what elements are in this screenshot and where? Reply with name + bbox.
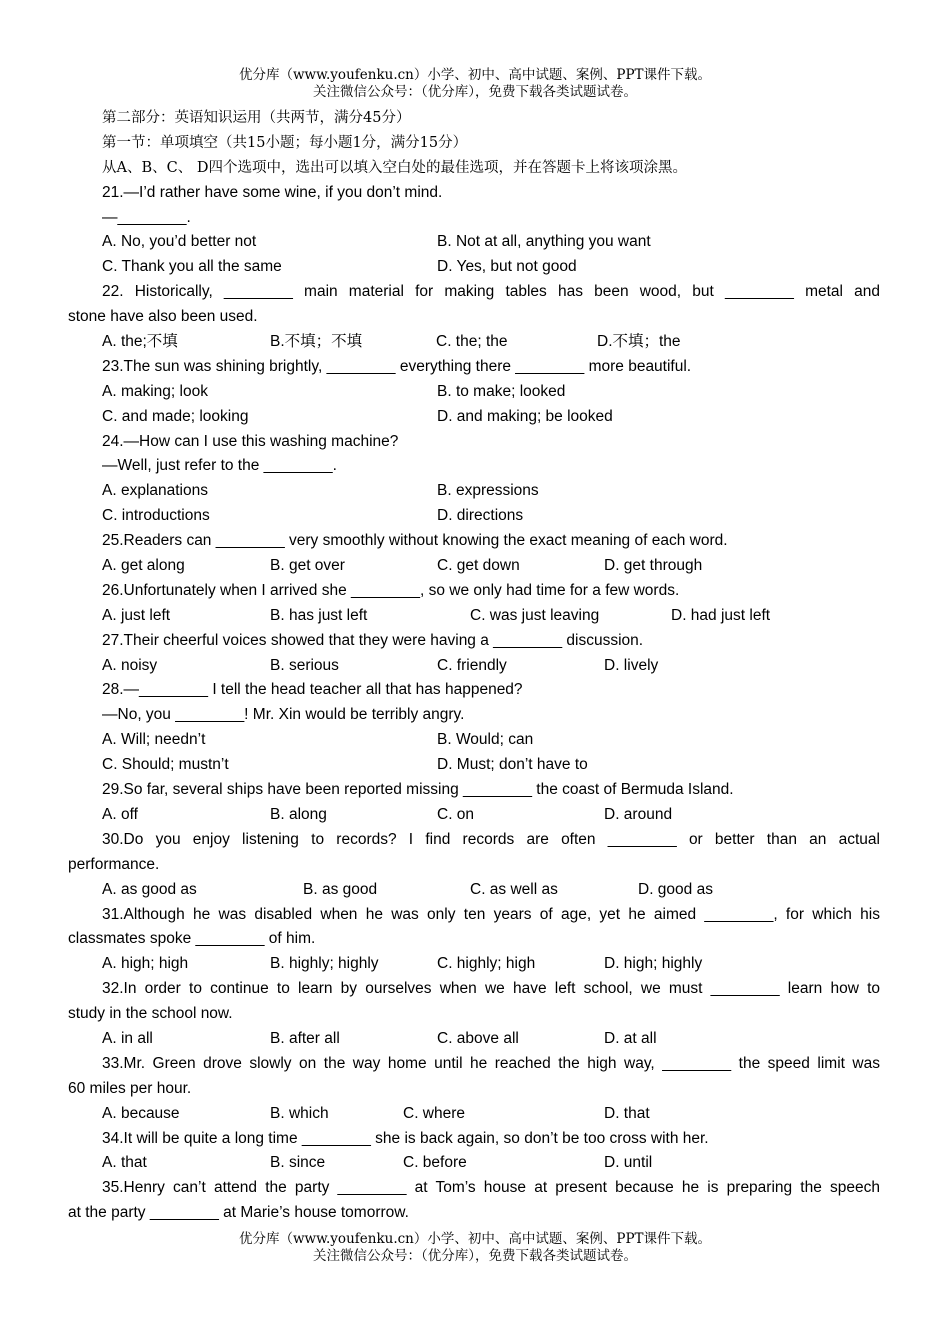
question-27-options: [68, 654, 880, 679]
question-22-options: [68, 330, 880, 355]
question-35-stem-line-1: 35.Henry can’t attend the party ________ at Tom’s house at present because he is preparing the speech: [102, 1179, 880, 1197]
option-c[interactable]: C. Should; mustn’t: [102, 756, 229, 774]
question-31-options: [68, 952, 880, 977]
question-24-options-row-2: [68, 504, 880, 529]
question-30-stem-line-1: 30.Do you enjoy listening to records? I find records are often ________ or better than an actual: [102, 830, 880, 848]
option-d[interactable]: D. good as: [638, 880, 713, 898]
option-d[interactable]: D.不填；the: [597, 333, 681, 351]
question-29-options: [68, 803, 880, 828]
option-b[interactable]: B. after all: [270, 1029, 340, 1047]
option-d[interactable]: D. around: [604, 805, 673, 823]
section-part-title: 第二部分：英语知识运用（共两节，满分45分）: [102, 110, 411, 126]
question-30-stem-line-2: performance.: [68, 855, 160, 873]
option-b[interactable]: B. since: [270, 1154, 326, 1172]
footer-line-2: 关注微信公众号：（优分库），免费下载各类试题试卷。: [313, 1248, 637, 1264]
question-23-stem: 23.The sun was shining brightly, ________ everything there ________ more beautiful.: [102, 357, 692, 375]
option-c[interactable]: C. highly; high: [437, 955, 536, 973]
option-c[interactable]: C. the; the: [436, 333, 508, 351]
question-29-stem: 29.So far, several ships have been reported missing ________ the coast of Bermuda Island.: [102, 781, 734, 799]
question-27-stem: 27.Their cheerful voices showed that they were having a ________ discussion.: [102, 631, 644, 649]
option-d[interactable]: D. until: [604, 1154, 653, 1172]
option-b[interactable]: B. to make; looked: [437, 382, 566, 400]
question-28-options-row-1: [68, 728, 880, 753]
page-header: [0, 67, 950, 101]
question-30-options: [68, 878, 880, 903]
section-sub-title: 第一节：单项填空（共15小题；每小题1分，满分15分）: [102, 134, 468, 151]
exam-body: [68, 106, 880, 1226]
option-a[interactable]: A. as good as: [102, 880, 197, 898]
option-c[interactable]: C. before: [403, 1154, 467, 1172]
option-a[interactable]: A. that: [102, 1154, 147, 1172]
question-34-stem: 34.It will be quite a long time ________ she is back again, so don’t be too cross with her.: [102, 1129, 709, 1147]
option-d[interactable]: D. directions: [437, 507, 524, 525]
option-a[interactable]: A. the;不填: [102, 333, 178, 351]
option-b[interactable]: B. has just left: [270, 606, 368, 624]
option-c[interactable]: C. friendly: [437, 656, 507, 674]
option-d[interactable]: D. high; highly: [604, 955, 703, 973]
option-b[interactable]: B. serious: [270, 656, 339, 674]
option-b[interactable]: B. as good: [303, 880, 378, 898]
option-c[interactable]: C. as well as: [470, 880, 558, 898]
option-c[interactable]: C. Thank you all the same: [102, 258, 282, 276]
question-28-stem: 28.—________ I tell the head teacher all that has happened?: [102, 681, 523, 699]
question-24-response: —Well, just refer to the ________.: [102, 457, 337, 475]
option-b[interactable]: B. Would; can: [437, 731, 534, 749]
question-33-stem-line-2: 60 miles per hour.: [68, 1079, 192, 1097]
option-b[interactable]: B. highly; highly: [270, 955, 379, 973]
option-c[interactable]: C. was just leaving: [470, 606, 600, 624]
question-31-stem-line-1: 31.Although he was disabled when he was only ten years of age, yet he aimed ________, for which his: [102, 905, 880, 923]
option-a[interactable]: A. because: [102, 1104, 180, 1122]
option-a[interactable]: A. just left: [102, 606, 171, 624]
page-footer: [0, 1231, 950, 1265]
question-25-stem: 25.Readers can ________ very smoothly without knowing the exact meaning of each word.: [102, 532, 728, 550]
option-b[interactable]: B. get over: [270, 557, 345, 575]
question-23-options-row-1: [68, 380, 880, 405]
option-d[interactable]: D. get through: [604, 557, 703, 575]
option-a[interactable]: A. off: [102, 805, 138, 823]
header-line-1: 优分库（www.youfenku.cn）小学、初中、高中试题、案例、PPT课件下载。: [238, 67, 712, 83]
option-d[interactable]: D. Must; don’t have to: [437, 756, 588, 774]
option-a[interactable]: A. noisy: [102, 656, 158, 674]
option-c[interactable]: C. get down: [437, 557, 520, 575]
option-d[interactable]: D. that: [604, 1104, 650, 1122]
option-a[interactable]: A. No, you’d better not: [102, 233, 257, 251]
question-24-options-row-1: [68, 479, 880, 504]
question-25-options: [68, 554, 880, 579]
option-c[interactable]: C. above all: [437, 1029, 519, 1047]
question-35-stem-line-2: at the party ________ at Marie’s house tomorrow.: [68, 1204, 409, 1222]
question-32-options: [68, 1027, 880, 1052]
option-a[interactable]: A. explanations: [102, 482, 208, 500]
option-d[interactable]: D. at all: [604, 1029, 657, 1047]
option-d[interactable]: D. Yes, but not good: [437, 258, 577, 276]
option-a[interactable]: A. get along: [102, 557, 185, 575]
question-26-stem: 26.Unfortunately when I arrived she ________, so we only had time for a few words.: [102, 581, 680, 599]
question-28-response: —No, you ________! Mr. Xin would be terribly angry.: [102, 706, 465, 724]
option-b[interactable]: B.不填；不填: [270, 333, 363, 351]
question-33-stem-line-1: 33.Mr. Green drove slowly on the way home until he reached the high way, ________ the speed limit was: [102, 1054, 880, 1072]
question-21-options-row-1: [68, 230, 880, 255]
question-21-stem: 21.—I’d rather have some wine, if you don’t mind.: [102, 183, 443, 201]
footer-line-1: 优分库（www.youfenku.cn）小学、初中、高中试题、案例、PPT课件下载。: [238, 1231, 712, 1247]
question-31-stem-line-2: classmates spoke ________ of him.: [68, 930, 316, 948]
option-a[interactable]: A. making; look: [102, 382, 208, 400]
question-24-stem: 24.—How can I use this washing machine?: [102, 432, 399, 450]
option-a[interactable]: A. Will; needn’t: [102, 731, 206, 749]
option-c[interactable]: C. where: [403, 1104, 466, 1122]
question-28-options-row-2: [68, 753, 880, 778]
option-b[interactable]: B. expressions: [437, 482, 539, 500]
option-c[interactable]: C. and made; looking: [102, 407, 249, 425]
question-26-options: [68, 604, 880, 629]
question-21-options-row-2: [68, 255, 880, 280]
option-c[interactable]: C. on: [437, 805, 475, 823]
option-b[interactable]: B. which: [270, 1104, 329, 1122]
question-32-stem-line-2: study in the school now.: [68, 1005, 233, 1023]
option-a[interactable]: A. in all: [102, 1029, 153, 1047]
question-22-stem-line-2: stone have also been used.: [68, 308, 258, 326]
option-b[interactable]: B. along: [270, 805, 327, 823]
question-33-options: [68, 1102, 880, 1127]
question-34-options: [68, 1151, 880, 1176]
question-21-response: —________.: [102, 208, 191, 226]
question-22-stem-line-1: 22. Historically, ________ main material for making tables has been wood, but ________ metal and: [102, 283, 880, 301]
question-23-options-row-2: [68, 405, 880, 430]
option-b[interactable]: B. Not at all, anything you want: [437, 233, 651, 251]
option-d[interactable]: D. and making; be looked: [437, 407, 613, 425]
option-d[interactable]: D. had just left: [671, 606, 771, 624]
question-32-stem-line-1: 32.In order to continue to learn by ourselves when we have left school, we must ________ learn how to: [102, 980, 880, 998]
option-d[interactable]: D. lively: [604, 656, 659, 674]
header-line-2: 关注微信公众号：（优分库），免费下载各类试题试卷。: [313, 84, 637, 100]
option-a[interactable]: A. high; high: [102, 955, 189, 973]
option-c[interactable]: C. introductions: [102, 507, 210, 525]
section-instruction: 从A、B、C、 D四个选项中，选出可以填入空白处的最佳选项，并在答题卡上将该项涂黑。: [102, 159, 687, 176]
